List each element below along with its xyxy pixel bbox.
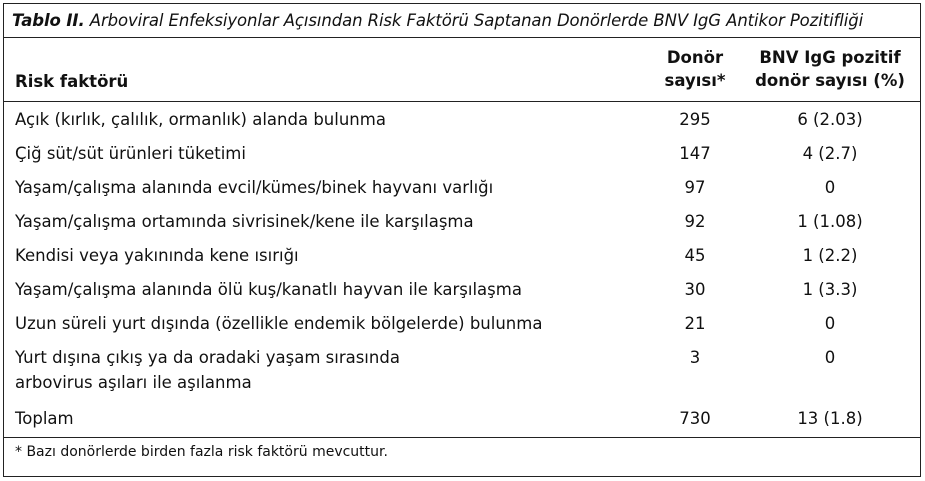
header-donor-line2: sayısı* xyxy=(664,71,726,90)
donor-count-cell: 30 xyxy=(684,280,706,299)
header-divider xyxy=(3,101,921,102)
total-donor-count: 730 xyxy=(679,409,711,428)
risk-factor-cell: Çiğ süt/süt ürünleri tüketimi xyxy=(15,144,246,163)
header-bnv-line2: donör sayısı (%) xyxy=(755,71,905,90)
donor-count-cell: 97 xyxy=(684,178,706,197)
caption-label: Tablo II. xyxy=(12,11,85,30)
risk-factor-cell: Yaşam/çalışma ortamında sivrisinek/kene ile karşılaşma xyxy=(15,212,474,231)
risk-factor-cell: Uzun süreli yurt dışında (özellikle endemik bölgelerde) bulunma xyxy=(15,314,543,333)
header-donor-line1: Donör xyxy=(666,48,724,67)
header-bnv-positive xyxy=(740,46,920,92)
risk-factor-cell xyxy=(15,345,400,395)
header-bnv-line1: BNV IgG pozitif xyxy=(759,48,901,67)
risk-factor-cell: Yaşam/çalışma alanında ölü kuş/kanatlı hayvan ile karşılaşma xyxy=(15,280,522,299)
positive-count-cell: 0 xyxy=(824,178,836,197)
donor-count-cell: 92 xyxy=(684,212,706,231)
caption-text: Arboviral Enfeksiyonlar Açısından Risk Faktörü Saptanan Donörlerde BNV IgG Antikor Pozitifliği xyxy=(89,11,864,30)
total-positive-count: 13 (1.8) xyxy=(797,409,863,428)
risk-factor-cell: Kendisi veya yakınında kene ısırığı xyxy=(15,246,299,265)
header-donor-count xyxy=(640,46,750,92)
positive-count-cell: 1 (2.2) xyxy=(802,246,858,265)
positive-count-cell: 1 (1.08) xyxy=(797,212,863,231)
risk-factor-line1: Yurt dışına çıkış ya da oradaki yaşam sırasında xyxy=(15,348,400,367)
risk-factor-cell: Açık (kırlık, çalılık, ormanlık) alanda bulunma xyxy=(15,110,386,129)
risk-factor-cell: Yaşam/çalışma alanında evcil/kümes/binek hayvanı varlığı xyxy=(15,178,494,197)
table-caption xyxy=(12,11,863,30)
risk-factor-line2: arbovirus aşıları ile aşılanma xyxy=(15,373,252,392)
positive-count-cell: 0 xyxy=(824,314,836,333)
positive-count-cell: 6 (2.03) xyxy=(797,110,863,129)
table-footnote: * Bazı donörlerde birden fazla risk faktörü mevcuttur. xyxy=(15,444,388,460)
caption-divider xyxy=(3,37,921,38)
donor-count-cell: 295 xyxy=(679,110,711,129)
positive-count-cell: 0 xyxy=(824,348,836,367)
footnote-divider xyxy=(3,437,921,438)
donor-count-cell: 45 xyxy=(684,246,706,265)
donor-count-cell: 3 xyxy=(689,348,701,367)
header-risk-factor: Risk faktörü xyxy=(15,72,129,91)
donor-count-cell: 21 xyxy=(684,314,706,333)
positive-count-cell: 1 (3.3) xyxy=(802,280,858,299)
donor-count-cell: 147 xyxy=(679,144,711,163)
total-label: Toplam xyxy=(15,409,74,428)
positive-count-cell: 4 (2.7) xyxy=(802,144,858,163)
